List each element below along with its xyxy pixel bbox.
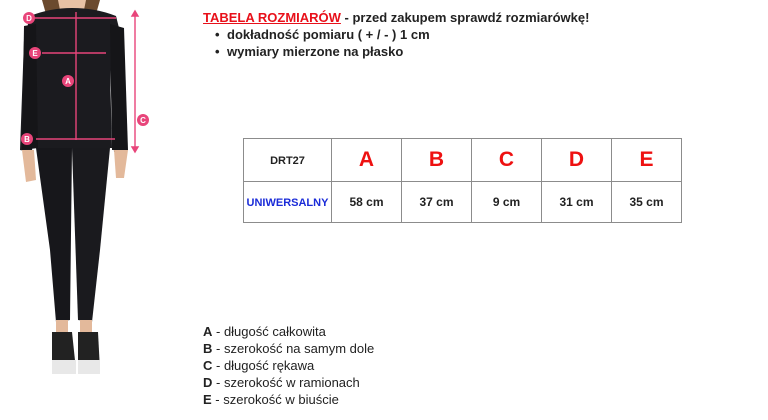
svg-text:B: B <box>24 135 30 144</box>
model-code: DRT27 <box>270 155 305 167</box>
size-name-cell: UNIWERSALNY <box>244 182 332 223</box>
svg-text:A: A <box>65 77 71 86</box>
bullet-icon: • <box>215 44 220 59</box>
table-row <box>244 182 682 223</box>
legend-item-e: E - szerokość w biuście <box>203 392 339 407</box>
svg-text:E: E <box>32 49 38 58</box>
svg-text:C: C <box>140 116 146 125</box>
note-text: wymiary mierzone na płasko <box>227 44 404 59</box>
column-header-e: E <box>612 139 682 182</box>
legend-item-c: C - długość rękawa <box>203 358 315 373</box>
note-text: dokładność pomiaru ( + / - ) 1 cm <box>227 27 430 42</box>
measurement-markers <box>0 0 200 420</box>
marker-e-icon <box>29 47 41 59</box>
marker-d-icon <box>23 12 35 24</box>
column-header-d: D <box>542 139 612 182</box>
marker-c-icon <box>137 114 149 126</box>
value-cell-e: 35 cm <box>612 182 682 223</box>
legend-item-a: A - długość całkowita <box>203 324 326 339</box>
svg-text:D: D <box>26 14 32 23</box>
legend-item-b: B - szerokość na samym dole <box>203 341 375 356</box>
size-chart-header <box>203 9 589 60</box>
table-header-row <box>244 139 682 182</box>
note-item <box>215 26 589 43</box>
model-figure <box>0 0 200 420</box>
measurement-legend <box>203 323 374 408</box>
value-cell-a: 58 cm <box>332 182 402 223</box>
size-chart-title: TABELA ROZMIARÓW <box>203 10 341 25</box>
legend-item-d: D - szerokość w ramionach <box>203 375 360 390</box>
notes-list <box>203 26 589 60</box>
header-title-line <box>203 9 589 26</box>
model-cell <box>244 139 332 182</box>
value-cell-c: 9 cm <box>472 182 542 223</box>
marker-b-icon <box>21 133 33 145</box>
column-header-a: A <box>332 139 402 182</box>
marker-a-icon <box>62 75 74 87</box>
value-cell-d: 31 cm <box>542 182 612 223</box>
value-cell-b: 37 cm <box>402 182 472 223</box>
column-header-b: B <box>402 139 472 182</box>
size-chart-subtitle: - przed zakupem sprawdź rozmiarówkę! <box>340 10 590 25</box>
size-table <box>243 138 682 223</box>
column-header-c: C <box>472 139 542 182</box>
bullet-icon: • <box>215 27 220 42</box>
note-item <box>215 43 589 60</box>
